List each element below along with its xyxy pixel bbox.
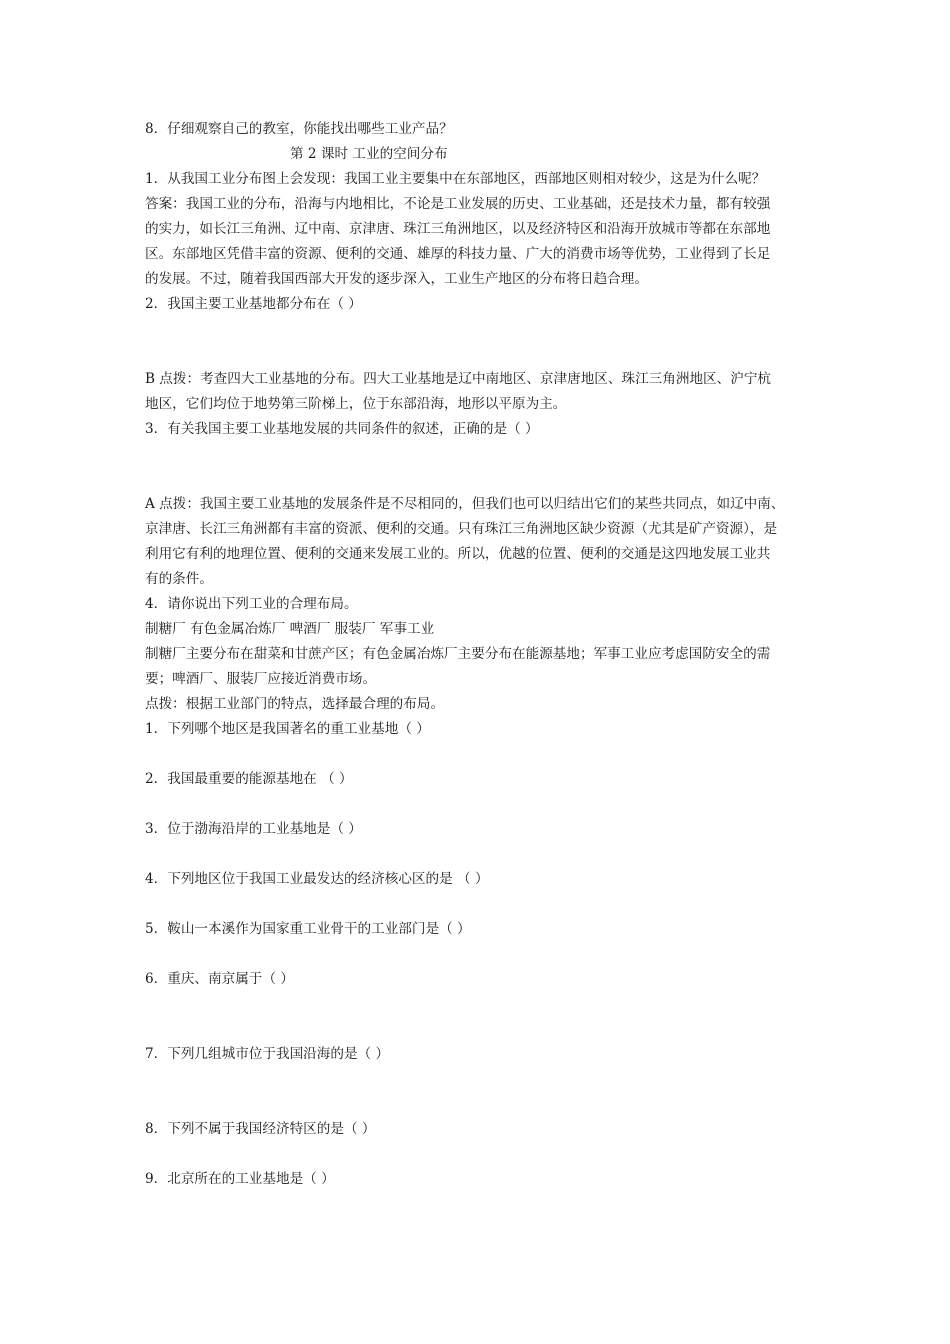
answer-text-line: 的实力，如长江三角洲、辽中南、京津唐、珠江三角洲地区，以及经济特区和沿海开放城市等都在东部地 <box>145 221 771 237</box>
exercise-4-stem: 4．下列地区位于我国工业最发达的经济核心区的是 （ ） <box>145 871 489 887</box>
exercise-8-stem: 8．下列不属于我国经济特区的是（ ） <box>145 1121 376 1137</box>
explanation-line: 点拨：根据工业部门的特点，选择最合理的布局。 <box>145 696 445 712</box>
explanation-line: 京津唐、长江三角洲都有丰富的资派、便利的交通。只有珠江三角洲地区缺少资源（尤其是矿产资源），是 <box>145 521 778 537</box>
question-1-east-west: 1．从我国工业分布图上会发现：我国工业主要集中在东部地区，西部地区则相对较少，这是为什么呢？ <box>145 171 766 187</box>
exercise-2-stem: 2．我国最重要的能源基地在 （ ） <box>145 771 353 787</box>
question-8-classroom: 8．仔细观察自己的教室，你能找出哪些工业产品？ <box>145 121 453 137</box>
answer-text-line: 制糖厂主要分布在甜菜和甘蔗产区；有色金属冶炼厂主要分布在能源基地；军事工业应考虑国防安全的需 <box>145 646 771 662</box>
lesson-title: 第 2 课时 工业的空间分布 <box>290 146 448 162</box>
industry-list: 制糖厂 有色金属冶炼厂 啤酒厂 服装厂 军事工业 <box>145 621 435 637</box>
explanation-line: B 点拨：考查四大工业基地的分布。四大工业基地是辽中南地区、京津唐地区、珠江三角洲地区、沪宁杭 <box>145 371 772 387</box>
exercise-5-stem: 5．鞍山一本溪作为国家重工业骨干的工业部门是（ ） <box>145 921 471 937</box>
exercise-6-stem: 6．重庆、南京属于（ ） <box>145 971 294 987</box>
exercise-7-stem: 7．下列几组城市位于我国沿海的是（ ） <box>145 1046 390 1062</box>
question-3-stem: 3．有关我国主要工业基地发展的共同条件的叙述，正确的是（ ） <box>145 421 539 437</box>
question-4-stem: 4．请你说出下列工业的合理布局。 <box>145 596 358 612</box>
explanation-line: 地区，它们均位于地势第三阶梯上，位于东部沿海，地形以平原为主。 <box>145 396 567 412</box>
answer-text-line: 答案：我国工业的分布，沿海与内地相比，不论是工业发展的历史、工业基础，还是技术力量，都有较强 <box>145 196 771 212</box>
question-2-stem: 2．我国主要工业基地都分布在（ ） <box>145 296 362 312</box>
exercise-3-stem: 3．位于渤海沿岸的工业基地是（ ） <box>145 821 362 837</box>
exercise-9-stem: 9．北京所在的工业基地是（ ） <box>145 1171 335 1187</box>
exercise-1-stem: 1．下列哪个地区是我国著名的重工业基地（ ） <box>145 721 430 737</box>
answer-text-line: 要；啤酒厂、服装厂应接近消费市场。 <box>145 671 377 687</box>
explanation-line: 有的条件。 <box>145 571 213 587</box>
answer-text-line: 区。东部地区凭借丰富的资源、便利的交通、雄厚的科技力量、广大的消费市场等优势，工业得到了长足 <box>145 246 771 262</box>
answer-text-line: 的发展。不过，随着我国西部大开发的逐步深入，工业生产地区的分布将日趋合理。 <box>145 271 648 287</box>
explanation-line: A 点拨：我国主要工业基地的发展条件是不尽相同的，但我们也可以归结出它们的某些共同点，如辽中南、 <box>145 496 785 512</box>
explanation-line: 利用它有利的地理位置、便利的交通来发展工业的。所以，优越的位置、便利的交通是这四地发展工业共 <box>145 546 771 562</box>
